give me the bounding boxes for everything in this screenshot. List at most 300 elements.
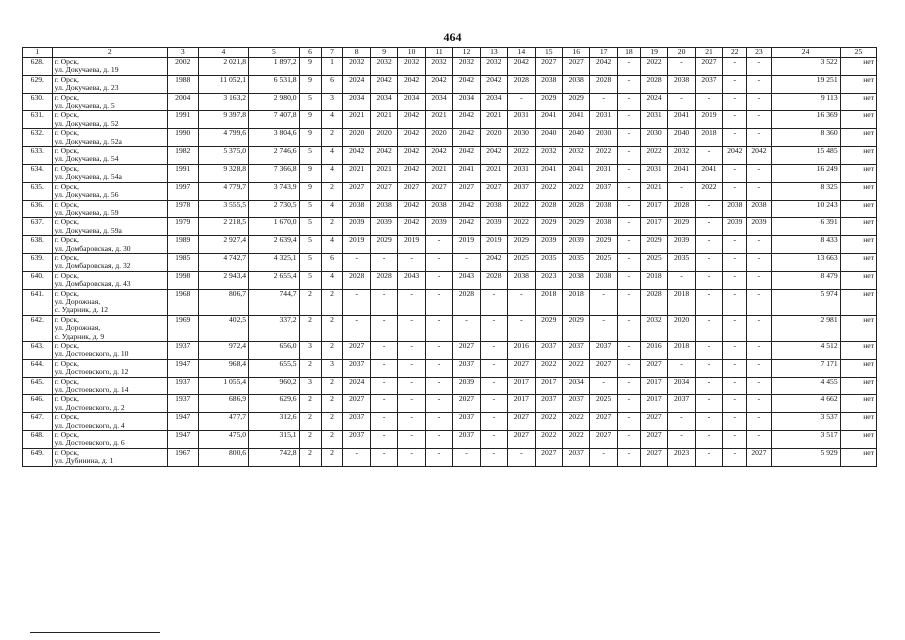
repair-year: 2027: [508, 413, 535, 431]
table-row: [23, 395, 877, 413]
row-number: 636.: [23, 200, 53, 218]
repair-year: 2032: [640, 315, 667, 341]
repair-year: -: [723, 253, 747, 271]
address-cell: [52, 413, 167, 431]
repair-year: 2028: [508, 75, 535, 93]
repair-year: 2030: [508, 129, 535, 147]
repair-year: 2022: [508, 218, 535, 236]
repair-year: 2028: [640, 75, 667, 93]
repair-year: -: [425, 377, 452, 395]
total-area: 9 328,8: [198, 164, 248, 182]
repair-year: -: [747, 253, 771, 271]
row-number: 639.: [23, 253, 53, 271]
repair-year: -: [747, 271, 771, 289]
entrances-count: 2: [321, 182, 343, 200]
address-line: ул. Докучаева, д. 59: [54, 207, 119, 217]
repair-year: -: [617, 164, 640, 182]
repair-year: 2041: [562, 164, 589, 182]
row-number: 648.: [23, 431, 53, 449]
address-cell: [52, 448, 167, 466]
address-line: г. Орск,: [54, 430, 79, 440]
floors-count: 2: [299, 413, 321, 431]
floors-count: 3: [299, 377, 321, 395]
row-number: 642.: [23, 315, 53, 341]
repair-year: 2020: [370, 129, 397, 147]
living-area: 2 639,4: [249, 236, 299, 254]
repair-year: 2028: [590, 75, 617, 93]
table-row: [23, 58, 877, 76]
flag-value: нет: [840, 289, 876, 315]
repair-year: -: [370, 289, 397, 315]
address-line: ул. Докучаева, д. 23: [54, 83, 119, 93]
repair-year: -: [425, 342, 452, 360]
address-line: ул. Докучаева, д. 52: [54, 118, 119, 128]
repair-year: -: [668, 431, 695, 449]
repair-year: -: [398, 253, 425, 271]
repair-year: -: [668, 359, 695, 377]
address-cell: [52, 395, 167, 413]
repair-year: 2042: [398, 129, 425, 147]
construction-year: 1978: [167, 200, 198, 218]
repair-year: 2029: [640, 236, 667, 254]
repair-year: -: [617, 75, 640, 93]
row-number: 632.: [23, 129, 53, 147]
column-number: 9: [370, 48, 397, 58]
repair-year: 2032: [425, 58, 452, 76]
floors-count: 9: [299, 182, 321, 200]
total-area: 4 779,7: [198, 182, 248, 200]
repair-year: 2018: [640, 271, 667, 289]
cost-value: 3 537: [771, 413, 840, 431]
repair-year: 2035: [668, 253, 695, 271]
repair-year: 2027: [453, 342, 480, 360]
total-area: 4 742,7: [198, 253, 248, 271]
repair-year: 2017: [640, 200, 667, 218]
construction-year: 1988: [167, 75, 198, 93]
repair-year: 2034: [343, 93, 370, 111]
repair-year: 2039: [747, 218, 771, 236]
repair-year: 2034: [453, 93, 480, 111]
address-cell: [52, 236, 167, 254]
living-area: 655,5: [249, 359, 299, 377]
repair-year: -: [617, 315, 640, 341]
address-cell: [52, 377, 167, 395]
address-line: г. Орск,: [54, 217, 79, 227]
address-line: ул. Достоевского, д. 10: [54, 349, 129, 359]
address-cell: [52, 200, 167, 218]
repair-year: 2027: [695, 58, 722, 76]
repair-year: 2034: [562, 377, 589, 395]
address-line: г. Орск,: [54, 182, 79, 191]
repair-year: 2027: [590, 359, 617, 377]
cost-value: 2 981: [771, 315, 840, 341]
living-area: 7 407,8: [249, 111, 299, 129]
address-line: ул. Достоевского, д. 12: [54, 367, 129, 377]
repair-year: -: [453, 253, 480, 271]
flag-value: нет: [840, 93, 876, 111]
repair-year: 2039: [480, 218, 507, 236]
floors-count: 5: [299, 147, 321, 165]
entrances-count: 2: [321, 395, 343, 413]
repair-year: 2040: [535, 129, 562, 147]
repair-year: 2027: [398, 182, 425, 200]
construction-year: 1937: [167, 395, 198, 413]
repair-year: 2028: [453, 289, 480, 315]
row-number: 628.: [23, 58, 53, 76]
entrances-count: 2: [321, 431, 343, 449]
row-number: 643.: [23, 342, 53, 360]
cost-value: 4 662: [771, 395, 840, 413]
repair-year: 2027: [535, 448, 562, 466]
repair-year: -: [508, 315, 535, 341]
repair-year: -: [370, 448, 397, 466]
repair-year: 2032: [562, 147, 589, 165]
repair-year: 2038: [508, 271, 535, 289]
column-number: 25: [840, 48, 876, 58]
address-cell: [52, 431, 167, 449]
address-cell: [52, 271, 167, 289]
entrances-count: 2: [321, 218, 343, 236]
address-cell: [52, 111, 167, 129]
repair-year: 2039: [562, 236, 589, 254]
flag-value: нет: [840, 147, 876, 165]
address-line: ул. Докучаева, д. 54: [54, 154, 119, 164]
repair-year: -: [617, 377, 640, 395]
address-line: г. Орск,: [54, 289, 79, 298]
repair-year: 2031: [640, 164, 667, 182]
address-line: г. Орск,: [54, 341, 79, 350]
floors-count: 5: [299, 271, 321, 289]
address-line: с. Ударник, д. 12: [54, 305, 109, 315]
entrances-count: 2: [321, 289, 343, 315]
repair-year: -: [370, 377, 397, 395]
repair-year: 2031: [508, 111, 535, 129]
column-number: 16: [562, 48, 589, 58]
repair-year: -: [617, 253, 640, 271]
construction-year: 1969: [167, 315, 198, 341]
repair-year: -: [695, 413, 722, 431]
repair-year: 2021: [370, 111, 397, 129]
repair-year: -: [723, 289, 747, 315]
flag-value: нет: [840, 359, 876, 377]
repair-year: -: [398, 377, 425, 395]
repair-year: 2042: [343, 147, 370, 165]
address-line: г. Орск,: [54, 93, 79, 102]
repair-year: -: [370, 413, 397, 431]
repair-year: 2030: [640, 129, 667, 147]
repair-year: -: [723, 111, 747, 129]
repair-year: -: [370, 253, 397, 271]
repair-year: 2038: [723, 200, 747, 218]
total-area: 3 555,5: [198, 200, 248, 218]
repair-year: -: [617, 359, 640, 377]
floors-count: 9: [299, 111, 321, 129]
living-area: 7 366,8: [249, 164, 299, 182]
repair-year: 2035: [562, 253, 589, 271]
living-area: 3 743,9: [249, 182, 299, 200]
address-cell: [52, 147, 167, 165]
floors-count: 5: [299, 253, 321, 271]
repair-year: 2027: [562, 58, 589, 76]
column-number: 15: [535, 48, 562, 58]
repair-year: 2027: [640, 431, 667, 449]
floors-count: 9: [299, 75, 321, 93]
address-cell: [52, 289, 167, 315]
repair-year: -: [370, 342, 397, 360]
floors-count: 2: [299, 395, 321, 413]
repair-year: 2037: [453, 359, 480, 377]
repair-year: 2022: [535, 359, 562, 377]
entrances-count: 2: [321, 315, 343, 341]
row-number: 629.: [23, 75, 53, 93]
repair-year: 2042: [398, 200, 425, 218]
floors-count: 3: [299, 342, 321, 360]
address-line: г. Орск,: [54, 448, 79, 457]
cost-value: 16 249: [771, 164, 840, 182]
cost-value: 8 479: [771, 271, 840, 289]
repair-year: -: [480, 342, 507, 360]
repair-year: 2019: [480, 236, 507, 254]
repair-year: -: [425, 289, 452, 315]
repair-year: -: [695, 431, 722, 449]
repair-year: 2023: [535, 271, 562, 289]
cost-value: 8 433: [771, 236, 840, 254]
address-line: ул. Докучаева, д. 54а: [54, 172, 122, 182]
cost-value: 8 360: [771, 129, 840, 147]
address-cell: [52, 342, 167, 360]
repair-year: 2027: [640, 413, 667, 431]
total-area: 4 799,6: [198, 129, 248, 147]
repair-year: -: [343, 315, 370, 341]
repair-year: 2017: [535, 377, 562, 395]
column-number: 8: [343, 48, 370, 58]
repair-year: 2027: [480, 182, 507, 200]
construction-year: 1947: [167, 359, 198, 377]
construction-year: 1985: [167, 253, 198, 271]
address-cell: [52, 75, 167, 93]
address-line: ул. Домбаровская, д. 32: [54, 261, 131, 271]
total-area: 477,7: [198, 413, 248, 431]
column-number: 6: [299, 48, 321, 58]
address-line: г. Орск,: [54, 200, 79, 209]
address-cell: [52, 129, 167, 147]
repair-year: 2042: [398, 111, 425, 129]
repair-year: 2028: [562, 200, 589, 218]
address-line: г. Орск,: [54, 394, 79, 404]
repair-year: -: [747, 111, 771, 129]
address-line: г. Орск,: [54, 412, 79, 422]
row-number: 641.: [23, 289, 53, 315]
repair-year: 2042: [398, 147, 425, 165]
row-number: 634.: [23, 164, 53, 182]
repair-year: -: [668, 413, 695, 431]
repair-year: -: [723, 413, 747, 431]
repair-year: -: [617, 93, 640, 111]
column-number: 18: [617, 48, 640, 58]
repair-year: -: [590, 289, 617, 315]
flag-value: нет: [840, 448, 876, 466]
entrances-count: 2: [321, 413, 343, 431]
repair-year: 2029: [668, 218, 695, 236]
row-number: 649.: [23, 448, 53, 466]
address-cell: [52, 218, 167, 236]
repair-year: -: [695, 377, 722, 395]
repair-year: -: [695, 448, 722, 466]
repair-year: 2028: [370, 271, 397, 289]
construction-year: 1947: [167, 413, 198, 431]
living-area: 4 325,1: [249, 253, 299, 271]
table-row: [23, 111, 877, 129]
cost-value: 4 512: [771, 342, 840, 360]
row-number: 630.: [23, 93, 53, 111]
address-cell: [52, 164, 167, 182]
cost-value: 9 113: [771, 93, 840, 111]
repair-year: -: [425, 395, 452, 413]
row-number: 646.: [23, 395, 53, 413]
repair-year: -: [480, 359, 507, 377]
repair-year: -: [425, 253, 452, 271]
repair-year: -: [453, 315, 480, 341]
table-row: [23, 93, 877, 111]
repair-year: 2039: [343, 218, 370, 236]
repair-year: 2042: [453, 218, 480, 236]
repair-year: 2034: [668, 377, 695, 395]
repair-year: 2037: [562, 448, 589, 466]
repair-year: 2037: [590, 342, 617, 360]
repair-year: 2032: [535, 147, 562, 165]
column-number: 13: [480, 48, 507, 58]
repair-year: -: [590, 377, 617, 395]
repair-year: -: [747, 359, 771, 377]
living-area: 744,7: [249, 289, 299, 315]
repair-year: -: [747, 289, 771, 315]
repair-year: -: [617, 395, 640, 413]
total-area: 3 163,2: [198, 93, 248, 111]
living-area: 1 670,0: [249, 218, 299, 236]
floors-count: 9: [299, 58, 321, 76]
repair-year: -: [668, 93, 695, 111]
repair-year: -: [747, 342, 771, 360]
repair-year: 2029: [370, 236, 397, 254]
table-row: [23, 413, 877, 431]
address-line: ул. Докучаева, д. 59а: [54, 225, 122, 235]
repair-year: 2038: [370, 200, 397, 218]
repair-year: 2041: [668, 111, 695, 129]
repair-year: 2038: [562, 271, 589, 289]
repair-year: 2037: [453, 431, 480, 449]
repair-year: 2019: [343, 236, 370, 254]
repair-year: 2038: [562, 75, 589, 93]
address-line: с. Ударник, д. 9: [54, 331, 105, 341]
entrances-count: 2: [321, 377, 343, 395]
repair-year: -: [695, 359, 722, 377]
address-line: ул. Дубинина, д. 1: [54, 456, 114, 466]
repair-year: -: [425, 431, 452, 449]
row-number: 640.: [23, 271, 53, 289]
floors-count: 2: [299, 431, 321, 449]
column-number: 12: [453, 48, 480, 58]
entrances-count: 6: [321, 253, 343, 271]
living-area: 656,0: [249, 342, 299, 360]
column-number: 5: [249, 48, 299, 58]
floors-count: 2: [299, 448, 321, 466]
address-line: г. Орск,: [54, 75, 79, 84]
living-area: 1 897,2: [249, 58, 299, 76]
repair-year: -: [453, 448, 480, 466]
repair-year: 2042: [425, 147, 452, 165]
entrances-count: 2: [321, 342, 343, 360]
repair-year: 2018: [535, 289, 562, 315]
living-area: 337,2: [249, 315, 299, 341]
repair-year: 2017: [640, 395, 667, 413]
column-number: 11: [425, 48, 452, 58]
repair-year: 2039: [425, 218, 452, 236]
living-area: 3 804,6: [249, 129, 299, 147]
repair-year: -: [747, 395, 771, 413]
repair-year: 2021: [425, 111, 452, 129]
cost-value: 7 171: [771, 359, 840, 377]
repair-year: -: [508, 289, 535, 315]
repair-year: -: [590, 93, 617, 111]
repair-year: -: [747, 129, 771, 147]
repair-year: 2037: [508, 182, 535, 200]
living-area: 2 655,4: [249, 271, 299, 289]
repair-year: -: [617, 58, 640, 76]
repair-year: 2040: [562, 129, 589, 147]
address-cell: [52, 93, 167, 111]
flag-value: нет: [840, 271, 876, 289]
living-area: 315,1: [249, 431, 299, 449]
flag-value: нет: [840, 58, 876, 76]
cost-value: 15 485: [771, 147, 840, 165]
address-line: ул. Достоевского, д. 2: [54, 402, 125, 412]
floors-count: 2: [299, 359, 321, 377]
repair-year: -: [695, 395, 722, 413]
living-area: 2 730,5: [249, 200, 299, 218]
address-line: г. Орск,: [54, 146, 79, 156]
total-area: 972,4: [198, 342, 248, 360]
repair-year: 2022: [695, 182, 722, 200]
repair-year: 2027: [343, 395, 370, 413]
repair-year: 2042: [370, 75, 397, 93]
construction-year: 2002: [167, 58, 198, 76]
repair-year: 2042: [453, 200, 480, 218]
repair-year: -: [747, 75, 771, 93]
repair-year: -: [398, 359, 425, 377]
repair-year: -: [398, 395, 425, 413]
repair-year: 2022: [508, 200, 535, 218]
flag-value: нет: [840, 164, 876, 182]
repair-year: -: [480, 395, 507, 413]
repair-year: 2030: [590, 129, 617, 147]
repair-year: 2024: [343, 75, 370, 93]
repair-year: -: [370, 431, 397, 449]
repair-year: 2022: [640, 147, 667, 165]
repair-year: 2041: [695, 164, 722, 182]
repair-year: -: [398, 431, 425, 449]
address-cell: [52, 58, 167, 76]
repair-year: -: [723, 58, 747, 76]
table-row: [23, 182, 877, 200]
repair-year: 2031: [590, 164, 617, 182]
page-number: 464: [443, 30, 462, 44]
repair-year: 2022: [590, 147, 617, 165]
repair-year: 2038: [590, 271, 617, 289]
flag-value: нет: [840, 75, 876, 93]
repair-year: -: [480, 377, 507, 395]
repair-year: -: [425, 359, 452, 377]
repair-year: 2038: [535, 75, 562, 93]
